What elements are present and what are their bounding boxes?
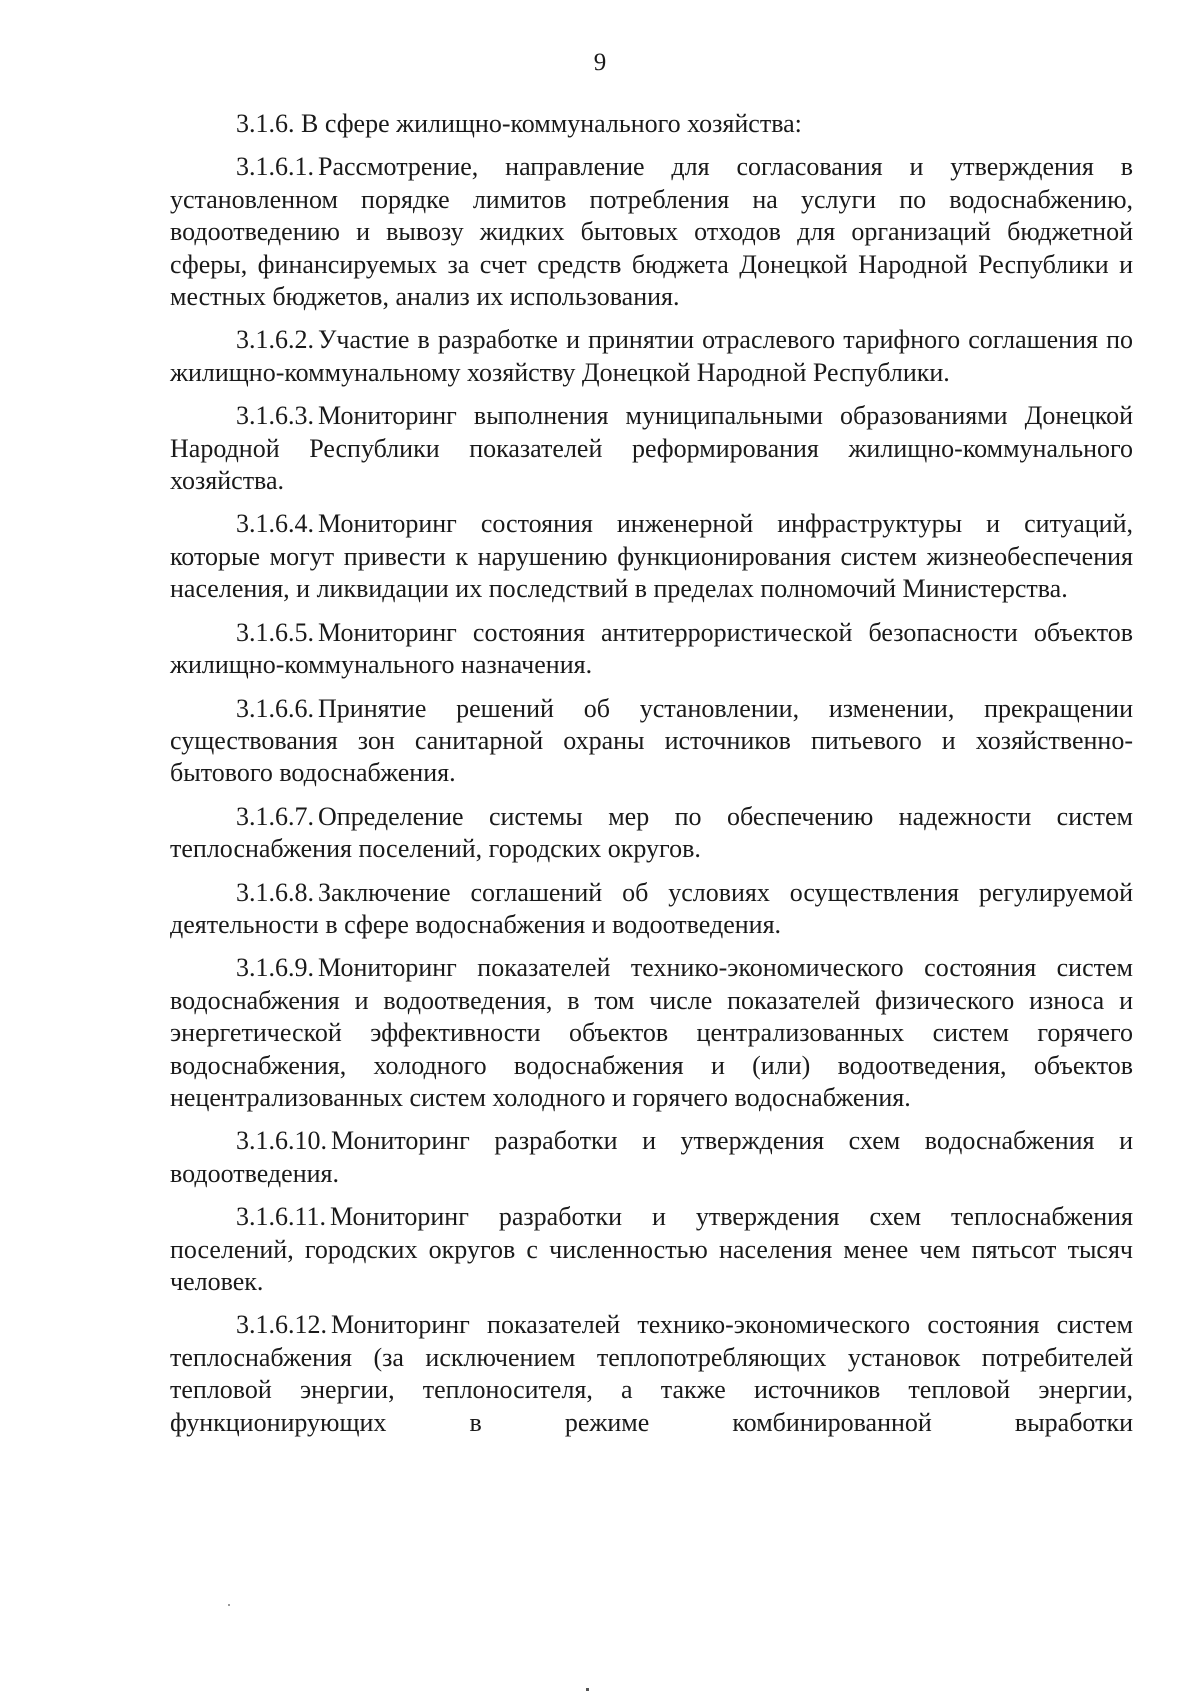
paragraph-3-1-6-6 <box>170 693 1133 790</box>
paragraph-3-1-6-1 <box>170 151 1133 313</box>
paragraph-3-1-6-7 <box>170 801 1133 866</box>
paragraph-3-1-6-9 <box>170 952 1133 1114</box>
paragraph-number: 3.1.6.11. <box>236 1202 327 1232</box>
paragraph-3-1-6-2 <box>170 324 1133 389</box>
paragraph-text: Мониторинг выполнения муниципальными образованиями Донецкой Народной Республики показателей реформирования жилищно-коммунального хозяйства. <box>170 401 1133 496</box>
paragraph-number: 3.1.6.1. <box>236 152 314 182</box>
paragraph-3-1-6-11 <box>170 1201 1133 1298</box>
paragraph-number: 3.1.6.2. <box>236 325 314 355</box>
paragraph-3-1-6-4 <box>170 508 1133 605</box>
paragraph-3-1-6-8 <box>170 877 1133 942</box>
scan-speck <box>228 1604 230 1606</box>
paragraph-text: Мониторинг показателей технико-экономического состояния систем водоснабжения и водоотведения, в том числе показателей физического износа и энергетической эффективности объектов централизованных систем горячего водоснабжения, холодного водоснабжения и (или) водоотведения, объектов нецентрализованных систем холодного и горячего водоснабжения. <box>170 953 1133 1112</box>
paragraph-number: 3.1.6.4. <box>236 509 314 539</box>
paragraph-number: 3.1.6.7. <box>236 801 314 831</box>
paragraph-number: 3.1.6.9. <box>236 953 314 983</box>
paragraph-text: Заключение соглашений об условиях осуществления регулируемой деятельности в сфере водоснабжения и водоотведения. <box>170 877 1133 939</box>
scan-speck <box>586 1688 589 1691</box>
paragraph-text: Участие в разработке и принятии отраслевого тарифного соглашения по жилищно-коммунальному хозяйству Донецкой Народной Республики. <box>170 325 1133 387</box>
paragraph-number: 3.1.6.5. <box>236 617 314 647</box>
section-heading: 3.1.6. В сфере жилищно-коммунального хозяйства: <box>236 109 802 138</box>
paragraph-3-1-6-12 <box>170 1309 1133 1439</box>
document-body <box>170 108 1133 1450</box>
paragraph-number: 3.1.6.6. <box>236 693 314 723</box>
paragraph-text: Мониторинг состояния инженерной инфраструктуры и ситуаций, которые могут привести к нарушению функционирования систем жизнеобеспечения населения, и ликвидации их последствий в пределах полномочий Министерства. <box>170 509 1133 604</box>
paragraph-text: Принятие решений об установлении, изменении, прекращении существования зон санитарной охраны источников питьевого и хозяйственно-бытового водоснабжения. <box>170 693 1133 788</box>
paragraph-3-1-6-3 <box>170 400 1133 497</box>
paragraph-number: 3.1.6.10. <box>236 1126 327 1156</box>
paragraph-text: Мониторинг разработки и утверждения схем теплоснабжения поселений, городских округов с численностью населения менее чем пятьсот тысяч человек. <box>170 1202 1133 1296</box>
paragraph-text: Определение системы мер по обеспечению надежности систем теплоснабжения поселений, городских округов. <box>170 801 1133 864</box>
paragraph-text: Мониторинг разработки и утверждения схем водоснабжения и водоотведения. <box>170 1126 1133 1188</box>
paragraph-text: Мониторинг показателей технико-экономического состояния систем теплоснабжения (за исключением теплопотребляющих установок потребителей тепловой энергии, теплоносителя, а также источников тепловой энергии, функционирующих в режиме комбинированной выработки <box>170 1310 1133 1437</box>
paragraph-number: 3.1.6.3. <box>236 401 314 431</box>
paragraph-text: Мониторинг состояния антитеррористической безопасности объектов жилищно-коммунального назначения. <box>170 617 1133 680</box>
paragraph-number: 3.1.6.8. <box>236 877 314 907</box>
paragraph-text: Рассмотрение, направление для согласования и утверждения в установленном порядке лимитов потребления на услуги по водоснабжению, водоотведению и вывозу жидких бытовых отходов для организаций бюджетной сферы, финансируемых за счет средств бюджета Донецкой Народной Республики и местных бюджетов, анализ их использования. <box>170 152 1133 312</box>
paragraph-3-1-6-10 <box>170 1125 1133 1190</box>
page-number: 9 <box>593 49 607 76</box>
paragraph-3-1-6-5 <box>170 617 1133 682</box>
paragraph-number: 3.1.6.12. <box>236 1310 327 1340</box>
